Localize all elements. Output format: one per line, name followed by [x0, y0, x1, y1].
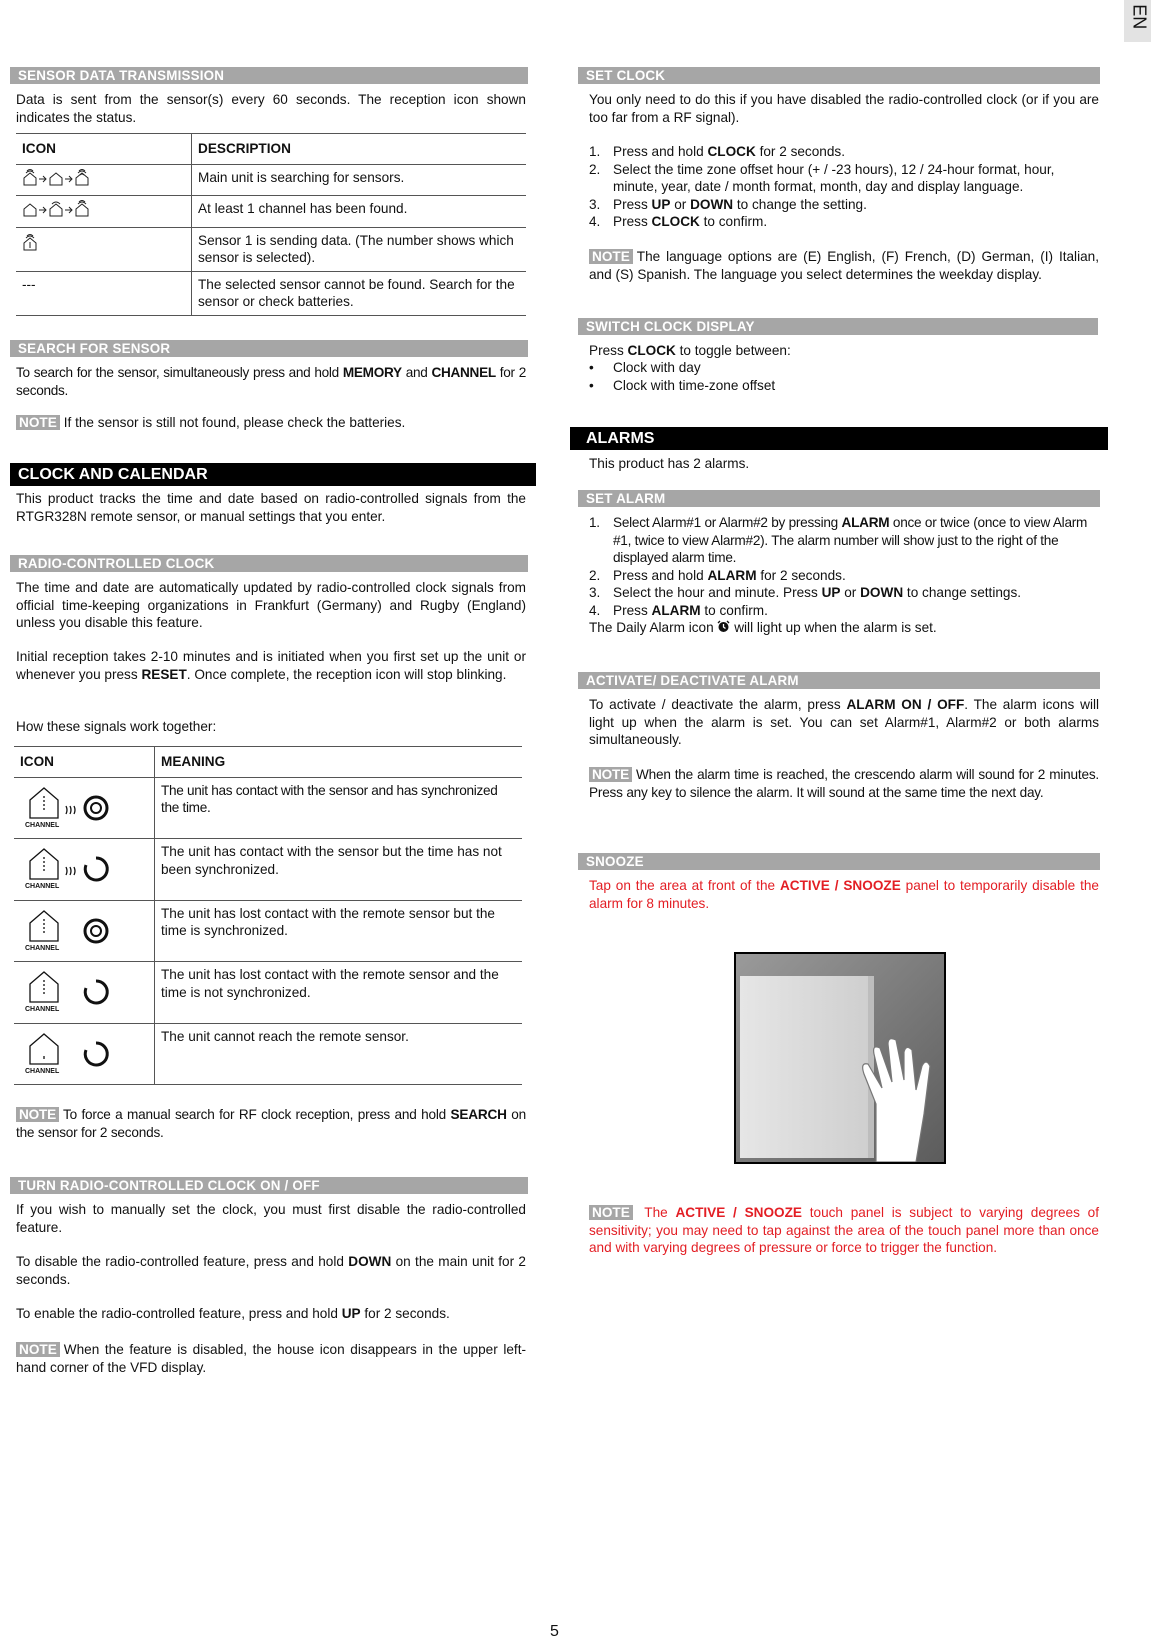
list-item: 3. Press UP or DOWN to change the setting. [589, 196, 867, 212]
turn-radio-para3: To enable the radio-controlled feature, press and hold UP for 2 seconds. [16, 1306, 450, 1321]
sensor-row-desc: At least 1 channel has been found. [192, 196, 527, 228]
signal-row-meaning: The unit cannot reach the remote sensor. [155, 1023, 523, 1085]
page-number: 5 [550, 1623, 559, 1640]
signal-icon-not-synced-lost [14, 962, 155, 1024]
alarms-text: This product has 2 alarms. [589, 456, 750, 471]
note-label: NOTE [589, 249, 633, 264]
table-row [16, 271, 526, 315]
note-label: NOTE [589, 767, 632, 782]
set-alarm-steps [589, 514, 1099, 619]
clock-calendar-heading: CLOCK AND CALENDAR [10, 463, 536, 486]
set-clock-heading: SET CLOCK [578, 67, 1100, 84]
list-item: 1. Select Alarm#1 or Alarm#2 by pressing ALARM once or twice (once to view Alarm #1, twice to view Alarm#2). The alarm number will show just to the right of the displayed alarm time. [589, 515, 1088, 565]
sensor-status-table [16, 133, 526, 316]
not-found-indicator: --- [16, 271, 192, 315]
search-sensor-note: NOTE If the sensor is still not found, please check the batteries. [16, 414, 526, 432]
table-row [16, 164, 526, 196]
set-clock-steps [589, 143, 1099, 231]
activate-alarm-note: NOTE When the alarm time is reached, the crescendo alarm will sound for 2 minutes. Press any key to silence the alarm. It will sound at the same time the next day. [589, 767, 1099, 800]
signal-row-meaning: The unit has contact with the sensor but the time has not been synchronized. [155, 839, 523, 901]
channel-label: CHANNEL [25, 1006, 60, 1013]
switch-clock-options [589, 359, 1099, 394]
set-clock-intro: You only need to do this if you have disabled the radio-controlled clock (or if you are too far from a RF signal). [589, 92, 1099, 125]
table-row [14, 1023, 522, 1085]
channel-label: CHANNEL [25, 821, 60, 829]
table-row [14, 962, 522, 1024]
hand-tap-panel-illustration [736, 954, 944, 1162]
signal-icon-synced-lost [14, 900, 155, 962]
signal-row-meaning: The unit has lost contact with the remote sensor but the time is synchronized. [155, 900, 523, 962]
activate-alarm-text: To activate / deactivate the alarm, press ALARM ON / OFF. The alarm icons will light up when the alarm is set. You can set Alarm#1, Alarm#2 or both alarms simultaneously. [589, 697, 1100, 747]
snooze-note: NOTE The ACTIVE / SNOOZE touch panel is subject to varying degrees of sensitivity; you may need to tap against the area of the touch panel more than once and with varying degrees of pressure or force to trigger the function. [589, 1205, 1099, 1255]
radio-clock-heading: RADIO-CONTROLLED CLOCK [10, 555, 528, 572]
col-icon-header: ICON [16, 134, 192, 165]
note-label: NOTE [589, 1205, 633, 1220]
snooze-illustration [734, 952, 946, 1164]
table-row [14, 839, 522, 901]
table-row [14, 900, 522, 962]
signal-icon-not-synced-contact [14, 839, 155, 901]
table-row [16, 227, 526, 271]
list-item: 4. Press ALARM to confirm. [589, 602, 768, 618]
sensor-row-desc: Main unit is searching for sensors. [192, 164, 527, 196]
daily-alarm-icon [717, 620, 730, 638]
list-item: 1. Press and hold CLOCK for 2 seconds. [589, 144, 845, 159]
channel-label: CHANNEL [25, 883, 60, 890]
col-icon-header: ICON [14, 747, 155, 778]
activate-alarm-heading: ACTIVATE/ DEACTIVATE ALARM [578, 672, 1100, 689]
signal-meaning-table [14, 746, 522, 1085]
radio-clock-para2: Initial reception takes 2-10 minutes and is initiated when you first set up the unit or whenever you press RESET. Once complete, the reception icon will stop blinking. [16, 649, 526, 682]
turn-radio-para1: If you wish to manually set the clock, you must first disable the radio-controlled feature. [16, 1202, 526, 1235]
sensor-data-intro: Data is sent from the sensor(s) every 60 seconds. The reception icon shown indicates the status. [16, 92, 526, 125]
list-item: 3. Select the hour and minute. Press UP or DOWN to change settings. [589, 585, 1022, 600]
clock-calendar-text: This product tracks the time and date based on radio-controlled signals from the RTGR328N remote sensor, or manual settings that you enter. [16, 491, 526, 524]
searching-sequence-icon [16, 164, 192, 196]
set-alarm-heading: SET ALARM [578, 490, 1100, 507]
table-row [14, 777, 522, 839]
note-label: NOTE [16, 1342, 60, 1357]
turn-radio-heading: TURN RADIO-CONTROLLED CLOCK ON / OFF [10, 1177, 528, 1194]
search-sensor-text: To search for the sensor, simultaneously press and hold MEMORY and CHANNEL for 2 seconds. [16, 365, 526, 398]
search-sensor-heading: SEARCH FOR SENSOR [10, 340, 528, 357]
found-sequence-icon [16, 196, 192, 228]
turn-radio-note: NOTE When the feature is disabled, the house icon disappears in the upper left-hand corner of the VFD display. [16, 1342, 526, 1375]
radio-clock-para1: The time and date are automatically updated by radio-controlled clock signals from official time-keeping organizations in Frankfurt (Germany) and Rugby (England) unless you disable this feature. [16, 580, 526, 630]
list-item: 4. Press CLOCK to confirm. [589, 214, 768, 229]
signal-row-meaning: The unit has contact with the sensor and has synchronized the time. [155, 777, 523, 839]
turn-radio-para2: To disable the radio-controlled feature, press and hold DOWN on the main unit for 2 seconds. [16, 1254, 526, 1287]
list-item: • Clock with time-zone offset [589, 377, 776, 393]
note-label: NOTE [16, 1107, 59, 1122]
signal-icon-synced-contact [14, 777, 155, 839]
note-label: NOTE [16, 415, 60, 430]
alarms-heading: ALARMS [570, 427, 1108, 450]
sensor-data-heading: SENSOR DATA TRANSMISSION [10, 67, 528, 84]
signal-icon-unreachable [14, 1023, 155, 1085]
switch-clock-text: Press CLOCK to toggle between: [589, 343, 791, 358]
table-row [16, 196, 526, 228]
sensor-row-desc: The selected sensor cannot be found. Search for the sensor or check batteries. [192, 271, 527, 315]
list-item: 2. Press and hold ALARM for 2 seconds. [589, 567, 846, 583]
channel-label: CHANNEL [25, 1067, 60, 1075]
channel-label: CHANNEL [25, 944, 60, 952]
signal-row-meaning: The unit has lost contact with the remote sensor and the time is not synchronized. [155, 962, 523, 1024]
language-tab: EN [1124, 0, 1151, 42]
radio-clock-para3: How these signals work together: [16, 719, 217, 734]
snooze-text: Tap on the area at front of the ACTIVE / SNOOZE panel to temporarily disable the alarm for 8 minutes. [589, 878, 1099, 911]
set-clock-note: NOTE The language options are (E) English, (F) French, (D) German, (I) Italian, and (S) Spanish. The language you select determines the weekday display. [589, 249, 1099, 282]
sending-data-icon [16, 227, 192, 271]
snooze-heading: SNOOZE [578, 853, 1100, 870]
switch-clock-heading: SWITCH CLOCK DISPLAY [578, 318, 1098, 335]
col-meaning-header: MEANING [155, 747, 523, 778]
col-description-header: DESCRIPTION [192, 134, 527, 165]
daily-alarm-text: The Daily Alarm icon will light up when the alarm is set. [589, 619, 1099, 637]
list-item: 2. Select the time zone offset hour (+ / -23 hours), 12 / 24-hour format, hour, minute, year, date / month format, month, day and display language. [589, 161, 1055, 194]
sensor-row-desc: Sensor 1 is sending data. (The number shows which sensor is selected). [192, 227, 527, 271]
list-item: • Clock with day [589, 360, 701, 375]
radio-clock-note: NOTE To force a manual search for RF clock reception, press and hold SEARCH on the sensor for 2 seconds. [16, 1107, 526, 1140]
